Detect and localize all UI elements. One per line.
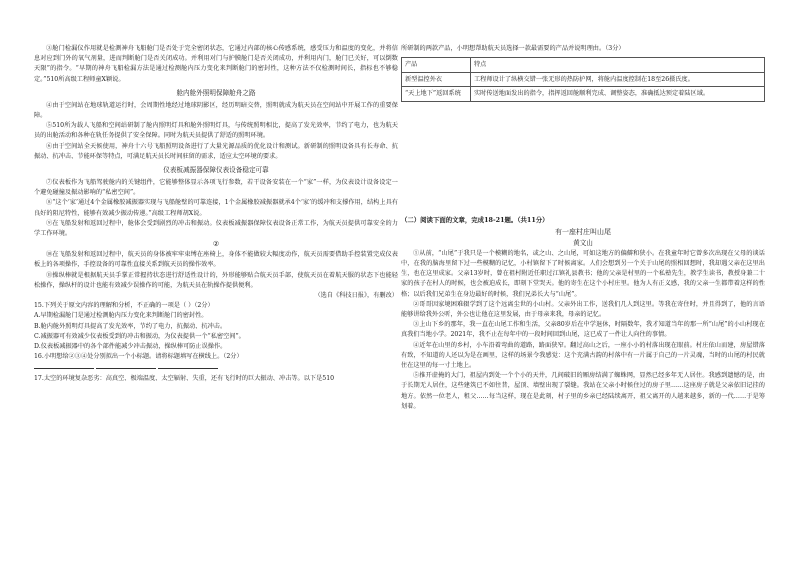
section-heading: （二）阅读下面的文章，完成18-21题。（共11分） <box>401 215 549 224</box>
table-cell: “天上地下”返回系统 <box>402 87 471 102</box>
table-header-product: 产品 <box>402 58 471 73</box>
table-cell: 实时传送地面发出的指令，指挥返回舱顺利完成、调整姿态，准确抵达预定着陆区域。 <box>471 87 765 102</box>
paragraph: ③上山下乡的那年，我一直在山尾工作和生活，父亲80岁后在中学退休，时隔数年，我才知道当年的那一所“山尾”的小山村现在真我们当地小学。2021年，我不止在每年中的一段时间回到山尾，这已成了一件让人向往的事情。 <box>401 321 765 339</box>
paragraph: ⑦仪表板作为飞船驾驶舱内的关键组件，它能够整体显示各项飞行参数，若干设备安装在一个“家”一样，为仪表设计设备设定一个避免碰撞及振动影响的“私密空间”。 <box>34 179 398 197</box>
paragraph: ⑪操纵棒就是根据航天员手掌正常握持状态进行舒适性设计的，外形能够贴合航天员手部，使航天员在着航天服的状态下也能轻松操作，操纵杆的设计也能有效减少误操作的可能，为航天员在轨操作提供便利。 <box>34 271 398 289</box>
product-table <box>401 57 765 102</box>
paragraph: ③舱门检漏仪作用就是检测神舟飞船舱门是否处于完全密闭状态，它通过内部的核心传感系统，感受压力和温度的变化，并将信息对应到门外的氧气剂量，进而判断舱门是否关闭成功。并利用对门与护膜舱门是否关闭成功，并利用内门，舱门已关好，可以倒数天限”的指令。“早期的神舟飞船检漏方法是通过检测舱内压力变化来判断舱门的密封性，这种方法不仅检测时间长，指标也不够稳定。”510所高级工程师童X颖说。 <box>34 45 398 83</box>
paragraph: ⑤510所为载人飞船和空间站研制了舱内照明灯具和舱外照明灯具，与传统照明相比，提高了发光效率，节约了电力，也为航天员的出舱活动和各种在轨任务提供了安全保障。同时为航天员提供了舒适的照明环境。 <box>34 122 398 140</box>
option-b: B.舱内舱外照明灯具提高了发光效率，节约了电力，抗振动、抗冲击。 <box>34 322 227 330</box>
source-note: （选自《科技日报》，有删改） <box>314 292 398 300</box>
option-d: D.仪表板减振器中的各个部件能减少冲击振动，操纵棒可防止误操作。 <box>34 343 227 351</box>
paragraph: ⑥由于空间站全天候使用，神舟十六号飞船照明设备进行了大量光源品质的优化设计和测试。新研制的照明设备具有长寿命、抗振动、抗冲击、节能环保等特点，可满足航天员长时间驻留的需求，适应太空环境的要求。 <box>34 142 398 160</box>
paragraph: ⑨在飞船发射和返回过程中，舱体会受到剧烈的冲击和振动。仪表板减振器保障仪表设备正常工作，为航天员提供可靠安全的力学工作环境。 <box>34 219 398 238</box>
paragraph: ④近年在山里的乡村，小车沿着弯曲的道路，路面狭窄。翻过高山之后，一座小小的村落出现在眼前。村庄依山而建，房屋错落有致，不知道的人还以为是在画里，这样的场景令我感觉：这个充满古韵的村落中有一片属于自己的一片灵魂，当时的山尾的村民就住在这里的每一寸土地上。 <box>401 341 765 369</box>
option-a: A.早期检漏舱门是通过检测舱内压力变化来判断舱门的密封性。 <box>34 312 208 320</box>
section-heading: 舱内舱外照明保障舱舟之路 <box>176 88 256 97</box>
table-cell: 新型温控外衣 <box>402 72 471 87</box>
question-15: 15.下列关于原文内容的理解和分析，不正确的一项是（ ）（2分） <box>34 302 214 310</box>
article-author: 黄文山 <box>573 238 593 247</box>
blank-heading-marker: ② <box>212 240 220 249</box>
table-header-feature: 特点 <box>471 58 765 73</box>
paragraph: ⑩在飞船发射和返回过程中，航天员的身体被牢牢束缚在座椅上，身体不能做较大幅度动作，航天员需要借助手控装置完成仪表板上的各项操作，手控设备的可靠性直接关系到航天员的操作效率。 <box>34 251 398 269</box>
paragraph: ①从前，“山尾”于我只是一个模糊的地名，或之山、之山尾，可如这地方的偏僻和狭小。在我童年时它曾多次出现在父母的谈话中，在我的脑海里留下过一些模糊的记忆，小村镇留下了时候离家。人们会想到另一个关于山尾的照相回想时，我却遇父亲在这里出生，也在这里成家。父亲13岁时，曾在祖村附近任职过江镇礼县教书；他的父亲是村里的一个私塾先生，教学生读书，教授身兼二十家的孩子在村人的时候，也会被迫成长，即刻下堂哭天。他的寄生在这个小村庄里。他为人有正义感，我的父亲一生都带着这样的性格；以后我们兄弟生在身边最好的时候，我们兄弟长大与“山尾”。 <box>401 249 765 298</box>
right-column <box>401 44 765 412</box>
paragraph: ④由于空间站在地球轨道运行时，会周期性地经过地球阴影区，经历明暗交替，照明就成为航天员在空间站中开展工作的重要保障。 <box>34 101 398 120</box>
table-row <box>402 72 765 87</box>
table-header-row <box>402 58 765 73</box>
question-17: 17.太空的环境复杂恶劣：高真空、极端温度、太空辐射、失重，还有飞行时的巨大振动、冲击等。以下是510 <box>34 374 335 382</box>
question-16: 16.小明想给②③④处分别拟出一个小标题。请将标题填写在横线上。（2分） <box>34 353 243 361</box>
left-column <box>34 44 398 384</box>
paragraph: ⑤推开虚掩的大门，祖屋内到处一个个小的天井，几间破旧的厢房结满了蜘蛛网，显然已经多年无人居住。我感到遗憾的是，由于长期无人居住，这些建筑已不如往昔，屋顶、墙壁出现了裂缝。我站在父亲小时候住过的房子里……这座房子就是父亲依旧记挂的地方。依然一位老人，租父……每当这样，现在是此刻，村子里的乡亲已经陆续离开，祖父离开的人越来越多，新的一代……于是筹划着。 <box>401 372 765 410</box>
option-c: C.减振器可有效减少仪表板受到的冲击和振动，为仪表提供一个“私密空间”。 <box>34 332 245 340</box>
section-heading: 仪表板减振器保障仪表设备稳定可靠 <box>163 166 269 175</box>
answer-line <box>34 362 398 373</box>
table-row <box>402 87 765 102</box>
table-cell: 工程师设计了纵横交错一张无形的热防护网，将舱内温度控制在18至26摄氏度。 <box>471 72 765 87</box>
article-title: 有一座村庄叫山尾 <box>555 227 611 236</box>
paragraph: ⑧“这个‘家’通过4个金属橡胶减振器实现与飞船舱壁的可靠连接，1个金属橡胶减振器就承4个‘家’的缓冲和支撑作用，结构上具有良好的阻尼特性，能够有效减少振动传递。”高级工程师胡X说。 <box>34 199 398 217</box>
paragraph: ②哥哥因家境困难辍学到了这个远离尘世的小山村。父亲外出工作，送我们几人到这里。等我在寄住时，并且得到了，他的言语能够讲给我外公听，外公也让他在这里发展，由于母亲来我，母亲的记忆。 <box>401 300 765 318</box>
question-17-continued: 所研制的两款产品，小明想帮助航天员选择一款最需要的产品并说明理由。（3分） <box>401 45 625 52</box>
